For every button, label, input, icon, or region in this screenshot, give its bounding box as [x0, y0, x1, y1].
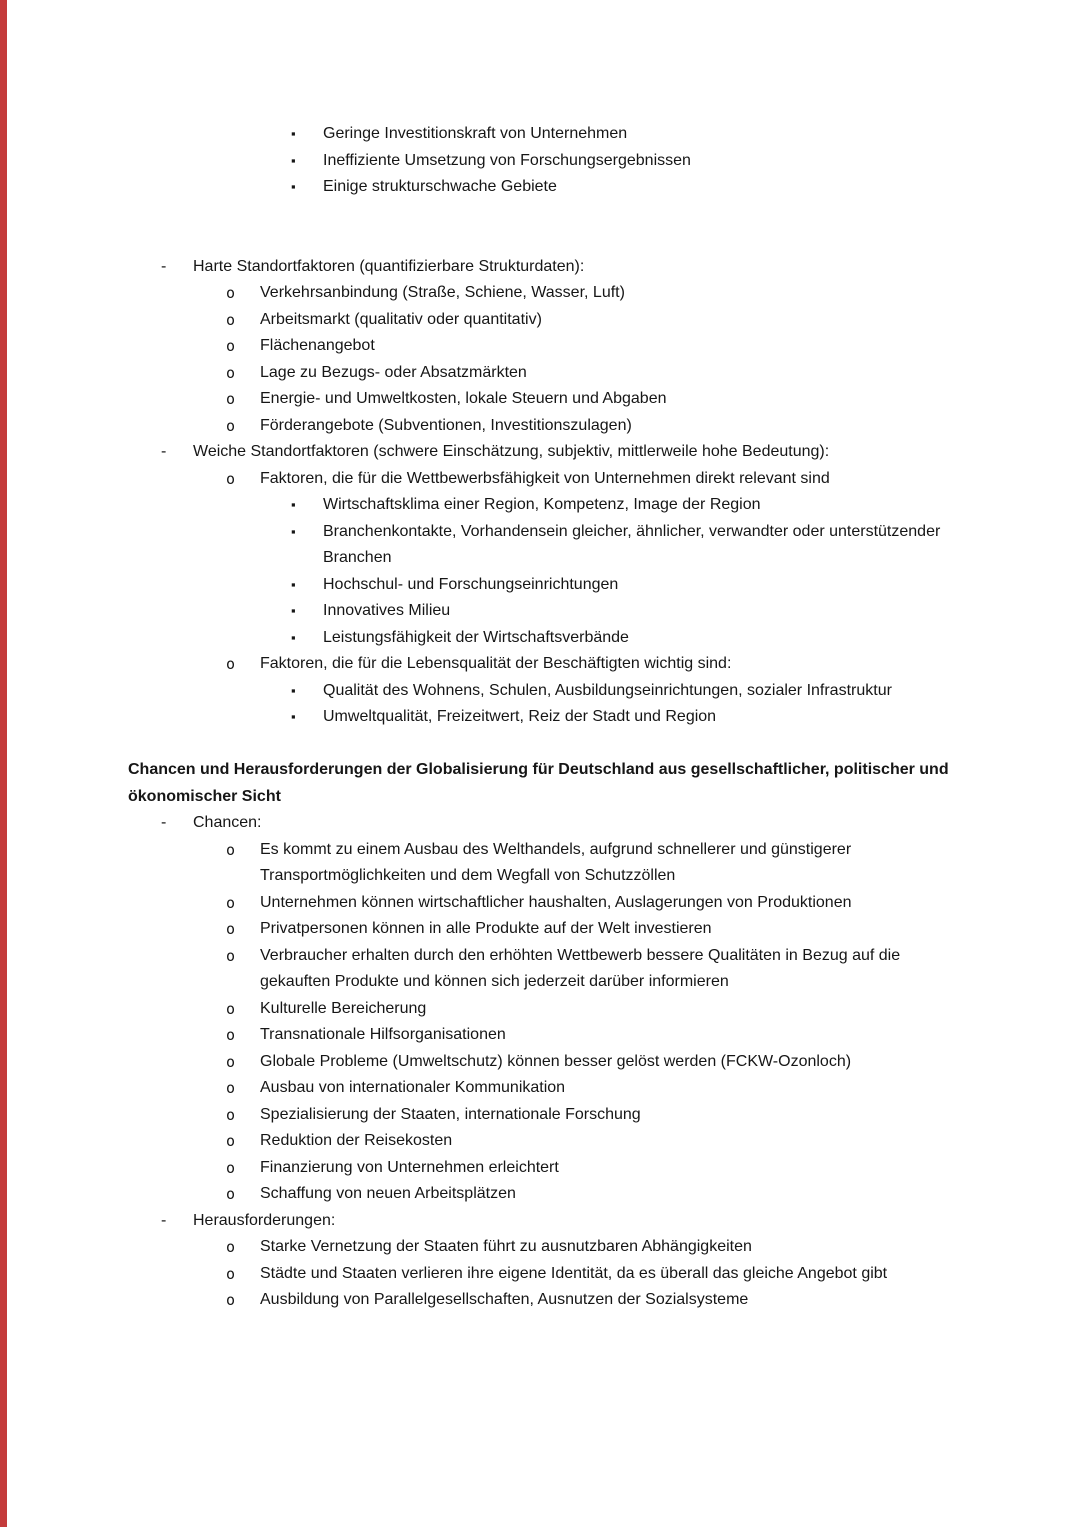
list-item-text: Geringe Investitionskraft von Unternehmen [323, 125, 628, 142]
circle-bullet-icon: o [226, 1105, 236, 1124]
square-bullet-icon: ▪ [291, 629, 296, 645]
list-item [0, 678, 952, 705]
list-item-text: Förderangebote (Subventionen, Investitionszulagen) [260, 416, 632, 434]
list-item-text: Ineffiziente Umsetzung von Forschungsergebnissen [323, 151, 691, 169]
list-item [0, 254, 952, 281]
list-item [0, 810, 952, 837]
list-item-text: Starke Vernetzung der Staaten führt zu ausnutzbaren Abhängigkeiten [260, 1238, 752, 1255]
list-item-text: Verbraucher erhalten durch den erhöhten Wettbewerb bessere Qualitäten in Bezug auf die gekauften Produkte und können sich jederzeit darüber informieren [260, 946, 901, 990]
list-item [0, 1075, 952, 1102]
list-item [0, 1208, 952, 1235]
list-item [0, 704, 952, 731]
list-item-text: Wirtschaftsklima einer Region, Kompetenz, Image der Region [323, 496, 761, 513]
list-item-text: Ausbau von internationaler Kommunikation [260, 1079, 566, 1096]
list-item [0, 386, 952, 413]
list-item [0, 1049, 952, 1076]
list-item [0, 1155, 952, 1182]
list-item [0, 1102, 952, 1129]
circle-bullet-icon: o [226, 310, 236, 329]
circle-bullet-icon: o [226, 1238, 236, 1256]
list-item [0, 1022, 952, 1049]
circle-bullet-icon: o [226, 390, 236, 408]
list-item-text: Arbeitsmarkt (qualitativ oder quantitativ) [260, 310, 542, 328]
circle-bullet-icon: o [226, 284, 236, 302]
blank-line [0, 227, 952, 254]
list-item [0, 651, 952, 678]
dash-bullet-icon: - [161, 443, 167, 460]
circle-bullet-icon: o [226, 946, 236, 965]
list-item-text: Unternehmen können wirtschaftlicher haushalten, Auslagerungen von Produktionen [260, 893, 852, 911]
circle-bullet-icon: o [226, 416, 236, 435]
circle-bullet-icon: o [226, 840, 236, 859]
circle-bullet-icon: o [226, 1158, 236, 1177]
list-item-text: Städte und Staaten verlieren ihre eigene Identität, da es überall das gleiche Angebot gibt [260, 1264, 888, 1282]
list-item-text: Energie- und Umweltkosten, lokale Steuern und Abgaben [260, 390, 667, 407]
square-bullet-icon: ▪ [291, 152, 296, 168]
list-item-text: Globale Probleme (Umweltschutz) können besser gelöst werden (FCKW-Ozonloch) [260, 1052, 852, 1070]
square-bullet-icon: ▪ [291, 682, 296, 698]
list-item-text: Verkehrsanbindung (Straße, Schiene, Wasser, Luft) [260, 284, 625, 301]
list-item-text: Innovatives Milieu [323, 602, 451, 619]
list-item [0, 1234, 952, 1261]
circle-bullet-icon: o [226, 1052, 236, 1071]
square-bullet-icon: ▪ [291, 179, 296, 194]
circle-bullet-icon: o [226, 363, 236, 382]
square-bullet-icon: ▪ [291, 603, 296, 618]
circle-bullet-icon: o [226, 1026, 236, 1044]
list-item [0, 1287, 952, 1314]
circle-bullet-icon: o [226, 655, 236, 673]
list-item [0, 598, 952, 625]
list-item-text: Es kommt zu einem Ausbau des Welthandels, aufgrund schnellerer und günstigerer Transportmöglichkeiten und dem Wegfall von Schutzzöllen [260, 840, 852, 884]
list-item [0, 996, 952, 1023]
list-item [0, 413, 952, 440]
circle-bullet-icon: o [226, 1079, 236, 1097]
list-item [0, 492, 952, 519]
square-bullet-icon: ▪ [291, 497, 296, 512]
list-item-text: Faktoren, die für die Lebensqualität der Beschäftigten wichtig sind: [260, 655, 732, 672]
list-item [0, 519, 952, 572]
square-bullet-icon: ▪ [291, 576, 296, 592]
list-item [0, 466, 952, 493]
list-item [0, 837, 952, 890]
list-item [0, 890, 952, 917]
blank-line [0, 201, 952, 228]
circle-bullet-icon: o [226, 469, 236, 488]
circle-bullet-icon: o [226, 1132, 236, 1150]
list-item-text: Flächenangebot [260, 337, 375, 354]
circle-bullet-icon: o [226, 337, 236, 355]
circle-bullet-icon: o [226, 1185, 236, 1203]
list-item [0, 1181, 952, 1208]
list-item [0, 307, 952, 334]
list-item-text: Spezialisierung der Staaten, internationale Forschung [260, 1105, 641, 1123]
square-bullet-icon: ▪ [291, 709, 296, 724]
list-item-text: Herausforderungen: [193, 1211, 336, 1229]
list-item-text: Lage zu Bezugs- oder Absatzmärkten [260, 363, 527, 381]
dash-bullet-icon: - [161, 257, 167, 275]
list-item [0, 916, 952, 943]
list-item-text: Leistungsfähigkeit der Wirtschaftsverbände [323, 628, 629, 646]
list-item [0, 1128, 952, 1155]
list-item-text: Privatpersonen können in alle Produkte auf der Welt investieren [260, 920, 712, 937]
circle-bullet-icon: o [226, 893, 236, 912]
list-item-text: Finanzierung von Unternehmen erleichtert [260, 1158, 559, 1176]
list-item [0, 148, 952, 175]
list-item [0, 943, 952, 996]
blank-line [0, 731, 952, 758]
list-item-text: Branchenkontakte, Vorhandensein gleicher, ähnlicher, verwandter oder unterstützender Branchen [323, 522, 941, 566]
list-item [0, 333, 952, 360]
list-item-text: Hochschul- und Forschungseinrichtungen [323, 575, 619, 593]
square-bullet-icon: ▪ [291, 523, 296, 539]
circle-bullet-icon: o [226, 1264, 236, 1283]
list-item-text: Einige strukturschwache Gebiete [323, 178, 557, 195]
list-item-text: Umweltqualität, Freizeitwert, Reiz der Stadt und Region [323, 708, 717, 725]
list-item-text: Faktoren, die für die Wettbewerbsfähigkeit von Unternehmen direkt relevant sind [260, 469, 830, 487]
list-item [0, 625, 952, 652]
list-item-text: Reduktion der Reisekosten [260, 1132, 453, 1149]
list-item [0, 439, 952, 466]
list-item-text: Ausbildung von Parallelgesellschaften, Ausnutzen der Sozialsysteme [260, 1291, 749, 1308]
list-item-text: Qualität des Wohnens, Schulen, Ausbildungseinrichtungen, sozialer Infrastruktur [323, 681, 892, 699]
list-item [0, 1261, 952, 1288]
list-item-text: Transnationale Hilfsorganisationen [260, 1026, 506, 1043]
list-item-text: Harte Standortfaktoren (quantifizierbare Strukturdaten): [193, 257, 585, 275]
list-item [0, 121, 952, 148]
dash-bullet-icon: - [161, 1211, 167, 1229]
list-item-text: Kulturelle Bereicherung [260, 999, 427, 1017]
circle-bullet-icon: o [226, 1291, 236, 1309]
list-item-text: Weiche Standortfaktoren (schwere Einschätzung, subjektiv, mittlerweile hohe Bedeutung): [193, 443, 830, 460]
circle-bullet-icon: o [226, 999, 236, 1018]
list-item [0, 174, 952, 201]
list-item-text: Chancen: [193, 814, 262, 831]
list-item [0, 360, 952, 387]
list-item [0, 280, 952, 307]
list-item [0, 572, 952, 599]
circle-bullet-icon: o [226, 920, 236, 938]
section-heading: Chancen und Herausforderungen der Globalisierung für Deutschland aus gesellschaftlicher, politischer und ökonomischer Sicht [128, 761, 949, 805]
document-content [0, 121, 1080, 1314]
list-item-text: Schaffung von neuen Arbeitsplätzen [260, 1185, 516, 1202]
square-bullet-icon: ▪ [291, 126, 296, 141]
dash-bullet-icon: - [161, 814, 167, 831]
